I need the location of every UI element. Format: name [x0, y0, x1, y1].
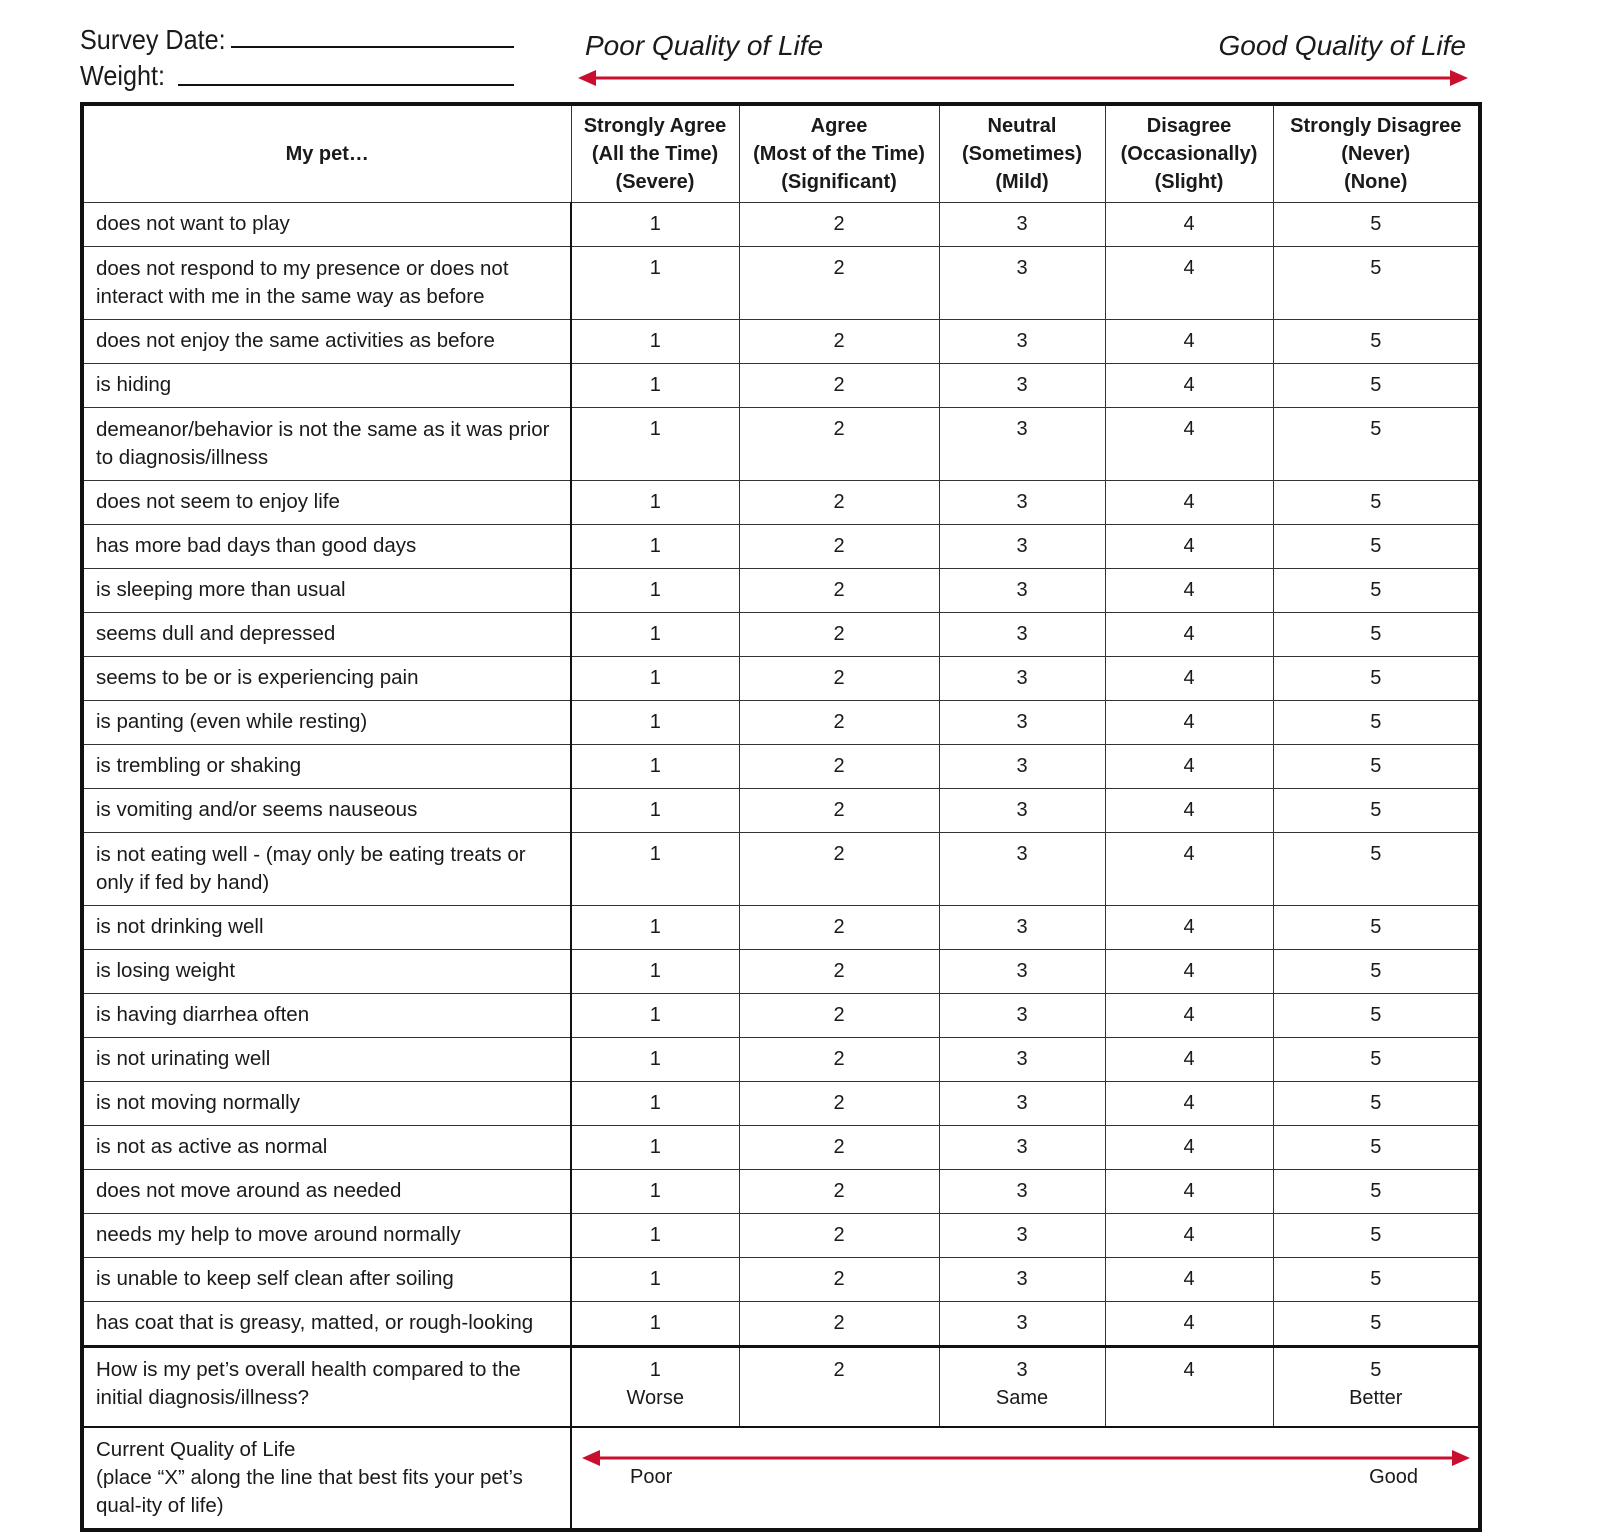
score-cell[interactable]: 3	[939, 247, 1105, 320]
score-cell[interactable]: 4	[1105, 320, 1273, 364]
score-cell[interactable]: 4	[1105, 1214, 1273, 1258]
score-cell[interactable]: 1	[571, 701, 739, 745]
overall-score-cell[interactable]	[571, 1347, 739, 1427]
score-cell[interactable]: 4	[1105, 1302, 1273, 1347]
score-cell[interactable]: 2	[739, 320, 939, 364]
score-cell[interactable]: 3	[939, 525, 1105, 569]
row-label: is vomiting and/or seems nauseous	[82, 789, 571, 833]
score-cell[interactable]: 3	[939, 994, 1105, 1038]
column-header	[1273, 104, 1480, 203]
score-cell[interactable]: 4	[1105, 525, 1273, 569]
table-row	[82, 408, 1480, 481]
score-cell[interactable]: 5	[1273, 701, 1480, 745]
column-header-line2: (Never)	[1341, 143, 1411, 165]
overall-score: 1	[649, 1359, 661, 1381]
score-cell[interactable]: 5	[1273, 745, 1480, 789]
row-label: is not moving normally	[82, 1082, 571, 1126]
score-cell[interactable]: 4	[1105, 950, 1273, 994]
score-cell[interactable]: 3	[939, 364, 1105, 408]
score-cell[interactable]: 2	[739, 613, 939, 657]
score-cell[interactable]: 1	[571, 569, 739, 613]
score-cell[interactable]: 4	[1105, 408, 1273, 481]
score-cell[interactable]: 5	[1273, 789, 1480, 833]
score-cell[interactable]: 1	[571, 481, 739, 525]
column-header-line1: Strongly Agree	[583, 115, 727, 137]
score-cell[interactable]: 1	[571, 408, 739, 481]
table-row	[82, 657, 1480, 701]
score-cell[interactable]: 4	[1105, 1258, 1273, 1302]
score-cell[interactable]: 5	[1273, 203, 1480, 247]
score-cell[interactable]: 5	[1273, 1302, 1480, 1347]
score-cell[interactable]: 2	[739, 745, 939, 789]
score-cell[interactable]: 5	[1273, 320, 1480, 364]
survey-table	[80, 102, 1482, 1532]
row-label: is panting (even while resting)	[82, 701, 571, 745]
poor-label: Poor	[630, 1465, 673, 1488]
table-row	[82, 569, 1480, 613]
score-cell[interactable]: 2	[739, 1038, 939, 1082]
column-header	[1105, 104, 1273, 203]
current-quality-title: Current Quality of Life	[96, 1437, 296, 1461]
score-cell[interactable]: 2	[739, 247, 939, 320]
row-label: has coat that is greasy, matted, or rough-looking	[82, 1302, 571, 1347]
row-label: is unable to keep self clean after soiling	[82, 1258, 571, 1302]
column-header-line3: (Slight)	[1154, 171, 1224, 193]
score-cell[interactable]: 2	[739, 994, 939, 1038]
score-cell[interactable]: 3	[939, 613, 1105, 657]
quality-scale-arrow-icon	[578, 68, 1468, 88]
score-cell[interactable]: 2	[739, 701, 939, 745]
score-cell[interactable]: 3	[939, 320, 1105, 364]
overall-score: 4	[1183, 1359, 1195, 1381]
score-cell[interactable]: 4	[1105, 1126, 1273, 1170]
score-cell[interactable]: 4	[1105, 247, 1273, 320]
table-row	[82, 481, 1480, 525]
column-header-line2: (Occasionally)	[1120, 143, 1258, 165]
overall-health-row	[82, 1347, 1480, 1427]
score-cell[interactable]: 1	[571, 1214, 739, 1258]
table-row	[82, 1038, 1480, 1082]
row-label: is not urinating well	[82, 1038, 571, 1082]
score-cell[interactable]: 4	[1105, 364, 1273, 408]
score-cell[interactable]: 5	[1273, 1126, 1480, 1170]
score-cell[interactable]: 2	[739, 203, 939, 247]
score-cell[interactable]: 5	[1273, 994, 1480, 1038]
score-cell[interactable]: 4	[1105, 1082, 1273, 1126]
score-cell[interactable]: 3	[939, 1082, 1105, 1126]
table-row	[82, 789, 1480, 833]
column-header-line2: (All the Time)	[591, 143, 719, 165]
score-cell[interactable]: 3	[939, 1258, 1105, 1302]
overall-score-cell[interactable]	[739, 1347, 939, 1427]
score-cell[interactable]: 1	[571, 789, 739, 833]
score-cell[interactable]: 3	[939, 1170, 1105, 1214]
overall-score-caption: Same	[995, 1387, 1049, 1409]
good-label: Good	[1369, 1465, 1418, 1488]
score-cell[interactable]: 4	[1105, 745, 1273, 789]
row-label: is not drinking well	[82, 906, 571, 950]
score-cell[interactable]: 4	[1105, 203, 1273, 247]
column-header	[739, 104, 939, 203]
table-row	[82, 833, 1480, 906]
table-row	[82, 247, 1480, 320]
score-cell[interactable]: 5	[1273, 525, 1480, 569]
column-header-line1: Agree	[810, 115, 868, 137]
row-label: is losing weight	[82, 950, 571, 994]
score-cell[interactable]: 5	[1273, 833, 1480, 906]
table-row	[82, 1170, 1480, 1214]
row-label: does not move around as needed	[82, 1170, 571, 1214]
score-cell[interactable]: 3	[939, 1214, 1105, 1258]
table-row	[82, 745, 1480, 789]
score-cell[interactable]: 3	[939, 745, 1105, 789]
score-cell[interactable]: 2	[739, 906, 939, 950]
score-cell[interactable]: 5	[1273, 1170, 1480, 1214]
table-row	[82, 1082, 1480, 1126]
column-header-line3: (Mild)	[995, 171, 1049, 193]
score-cell[interactable]: 4	[1105, 701, 1273, 745]
score-cell[interactable]: 1	[571, 906, 739, 950]
score-cell[interactable]: 2	[739, 657, 939, 701]
table-row	[82, 1214, 1480, 1258]
score-cell[interactable]: 2	[739, 1214, 939, 1258]
score-cell[interactable]: 2	[739, 950, 939, 994]
table-row	[82, 1302, 1480, 1347]
score-cell[interactable]: 3	[939, 408, 1105, 481]
good-quality-label: Good Quality of Life	[1218, 30, 1466, 61]
score-cell[interactable]: 4	[1105, 481, 1273, 525]
header-row	[82, 104, 1480, 203]
survey-date-label: Survey Date:	[80, 24, 226, 55]
score-cell[interactable]: 1	[571, 203, 739, 247]
score-cell[interactable]: 1	[571, 657, 739, 701]
score-cell[interactable]: 5	[1273, 657, 1480, 701]
table-row	[82, 203, 1480, 247]
score-cell[interactable]: 5	[1273, 364, 1480, 408]
score-cell[interactable]: 1	[571, 364, 739, 408]
score-cell[interactable]: 4	[1105, 657, 1273, 701]
overall-score: 5	[1370, 1359, 1382, 1381]
score-cell[interactable]: 5	[1273, 1214, 1480, 1258]
column-header-line3: (Significant)	[781, 171, 897, 193]
row-label: is having diarrhea often	[82, 994, 571, 1038]
score-cell[interactable]: 5	[1273, 247, 1480, 320]
score-cell[interactable]: 1	[571, 950, 739, 994]
overall-health-question: How is my pet’s overall health compared to the initial diagnosis/illness?	[82, 1347, 571, 1427]
overall-score-caption: Worse	[626, 1387, 684, 1409]
score-cell[interactable]: 2	[739, 1302, 939, 1347]
row-label: does not want to play	[82, 203, 571, 247]
score-cell[interactable]: 5	[1273, 950, 1480, 994]
table-row	[82, 1126, 1480, 1170]
column-header-line2: (Sometimes)	[961, 143, 1083, 165]
score-cell[interactable]: 1	[571, 1126, 739, 1170]
score-cell[interactable]: 3	[939, 203, 1105, 247]
weight-label: Weight:	[80, 60, 165, 91]
score-cell[interactable]: 5	[1273, 569, 1480, 613]
score-cell[interactable]: 4	[1105, 569, 1273, 613]
score-cell[interactable]: 1	[571, 525, 739, 569]
score-cell[interactable]: 2	[739, 569, 939, 613]
column-header-line1: Strongly Disagree	[1290, 115, 1462, 137]
score-cell[interactable]: 3	[939, 481, 1105, 525]
score-cell[interactable]: 1	[571, 1038, 739, 1082]
score-cell[interactable]: 1	[571, 613, 739, 657]
score-cell[interactable]: 5	[1273, 1258, 1480, 1302]
score-cell[interactable]: 2	[739, 1126, 939, 1170]
score-cell[interactable]: 2	[739, 525, 939, 569]
overall-score-cell[interactable]	[1273, 1347, 1480, 1427]
current-quality-scale[interactable]	[571, 1427, 1480, 1530]
table-row	[82, 525, 1480, 569]
row-label: seems dull and depressed	[82, 613, 571, 657]
row-label: does not seem to enjoy life	[82, 481, 571, 525]
score-cell[interactable]: 4	[1105, 906, 1273, 950]
my-pet-title: My pet…	[82, 104, 571, 203]
row-label: is sleeping more than usual	[82, 569, 571, 613]
row-label: is not as active as normal	[82, 1126, 571, 1170]
score-cell[interactable]: 2	[739, 833, 939, 906]
score-cell[interactable]: 5	[1273, 408, 1480, 481]
table-row	[82, 701, 1480, 745]
score-cell[interactable]: 3	[939, 833, 1105, 906]
table-row	[82, 950, 1480, 994]
row-label: demeanor/behavior is not the same as it was prior to diagnosis/illness	[82, 408, 571, 481]
poor-quality-label: Poor Quality of Life	[585, 30, 824, 61]
score-cell[interactable]: 2	[739, 1170, 939, 1214]
row-label: seems to be or is experiencing pain	[82, 657, 571, 701]
column-header-line1: Disagree	[1146, 115, 1232, 137]
score-cell[interactable]: 1	[571, 320, 739, 364]
column-header-line1: Neutral	[987, 115, 1057, 137]
score-cell[interactable]: 1	[571, 1082, 739, 1126]
score-cell[interactable]: 3	[939, 1126, 1105, 1170]
column-header	[939, 104, 1105, 203]
score-cell[interactable]: 1	[571, 745, 739, 789]
score-cell[interactable]: 2	[739, 408, 939, 481]
table-row	[82, 320, 1480, 364]
score-cell[interactable]: 3	[939, 950, 1105, 994]
score-cell[interactable]: 5	[1273, 1038, 1480, 1082]
score-cell[interactable]: 3	[939, 569, 1105, 613]
score-cell[interactable]: 3	[939, 1302, 1105, 1347]
score-cell[interactable]: 1	[571, 1302, 739, 1347]
overall-score-cell[interactable]	[1105, 1347, 1273, 1427]
column-header-line2: (Most of the Time)	[753, 143, 925, 165]
current-quality-label	[82, 1427, 571, 1530]
score-cell[interactable]: 3	[939, 701, 1105, 745]
table-row	[82, 906, 1480, 950]
table-row	[82, 994, 1480, 1038]
overall-score-cell[interactable]	[939, 1347, 1105, 1427]
row-label: has more bad days than good days	[82, 525, 571, 569]
row-label: is not eating well - (may only be eating treats or only if fed by hand)	[82, 833, 571, 906]
score-cell[interactable]: 4	[1105, 1170, 1273, 1214]
column-header-line3: (Severe)	[615, 171, 695, 193]
score-cell[interactable]: 5	[1273, 906, 1480, 950]
overall-score-caption: Better	[1349, 1387, 1403, 1409]
score-cell[interactable]: 1	[571, 833, 739, 906]
score-cell[interactable]: 3	[939, 906, 1105, 950]
score-cell[interactable]: 4	[1105, 994, 1273, 1038]
table-row	[82, 1258, 1480, 1302]
overall-score: 2	[833, 1359, 845, 1381]
weight-field[interactable]	[178, 84, 514, 86]
score-cell[interactable]: 1	[571, 1258, 739, 1302]
score-cell[interactable]: 1	[571, 1170, 739, 1214]
score-cell[interactable]: 1	[571, 994, 739, 1038]
row-label: is trembling or shaking	[82, 745, 571, 789]
score-cell[interactable]: 4	[1105, 613, 1273, 657]
score-cell[interactable]: 3	[939, 657, 1105, 701]
score-cell[interactable]: 2	[739, 364, 939, 408]
row-label: is hiding	[82, 364, 571, 408]
column-header-line3: (None)	[1344, 171, 1408, 193]
current-quality-instruction: (place “X” along the line that best fits your pet’s qual-ity of life)	[96, 1465, 523, 1517]
column-header	[571, 104, 739, 203]
row-label: does not enjoy the same activities as before	[82, 320, 571, 364]
score-cell[interactable]: 5	[1273, 1082, 1480, 1126]
row-label: does not respond to my presence or does not interact with me in the same way as before	[82, 247, 571, 320]
score-cell[interactable]: 5	[1273, 481, 1480, 525]
overall-score: 3	[1016, 1359, 1028, 1381]
score-cell[interactable]: 4	[1105, 789, 1273, 833]
score-cell[interactable]: 2	[739, 481, 939, 525]
score-cell[interactable]: 2	[739, 789, 939, 833]
score-cell[interactable]: 4	[1105, 833, 1273, 906]
score-cell[interactable]: 2	[739, 1258, 939, 1302]
row-label: needs my help to move around normally	[82, 1214, 571, 1258]
score-cell[interactable]: 2	[739, 1082, 939, 1126]
table-row	[82, 613, 1480, 657]
score-cell[interactable]: 5	[1273, 613, 1480, 657]
score-cell[interactable]: 3	[939, 1038, 1105, 1082]
score-cell[interactable]: 1	[571, 247, 739, 320]
current-quality-arrow-icon	[582, 1448, 1470, 1468]
score-cell[interactable]: 3	[939, 789, 1105, 833]
table-row	[82, 364, 1480, 408]
score-cell[interactable]: 4	[1105, 1038, 1273, 1082]
current-quality-row	[82, 1427, 1480, 1530]
survey-date-field[interactable]	[231, 46, 514, 48]
